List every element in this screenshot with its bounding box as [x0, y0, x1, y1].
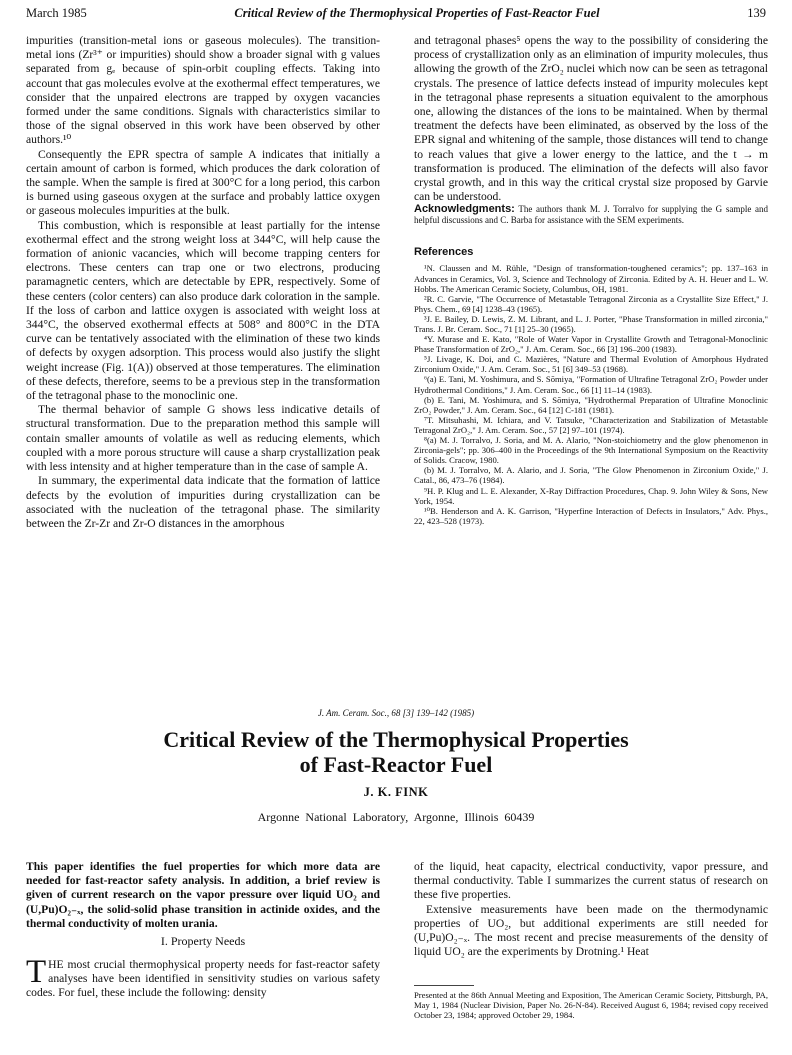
- acknowledgments: [414, 204, 768, 225]
- paragraph: impurities (transition-metal ions or gaseous molecules). The transition-metal ions (Zr³⁺ or impurities) should show a broader signal with g values separated from gₑ because of spin-orbit coupling effects. Taking into account that gas molecules evolve at the exothermal effect temperatures, we consider that the unpaired electrons are trapped by oxygen vacancies formed under the same conditions. Signals with characteristics similar to those of the signal observed in this work have been observed by other authors.¹⁰: [26, 34, 380, 147]
- paragraph: Consequently the EPR spectra of sample A indicates that initially a certain amount of carbon is formed, which produces the dark coloration of the sample. When the sample is fired at 300°C for a long period, this carbon is burned using gaseous oxygen at the surface and probably lattice oxygen or gaseous molecules impurities at the bulk.: [26, 147, 380, 218]
- footnote-divider: [414, 985, 474, 986]
- references-heading: References: [414, 246, 474, 259]
- reference-item: ¹N. Claussen and M. Rühle, "Design of transformation-toughened ceramics"; pp. 137–163 in Advances in Ceramics, Vol. 3, Science and Technology of Zirconia. Edited by A. H. Heuer and L. W. Hobbs. The American Ceramic Society, Columbus, OH, 1981.: [414, 263, 768, 294]
- article-title-line2: of Fast-Reactor Fuel: [299, 752, 493, 777]
- paragraph: and tetragonal phases⁵ opens the way to the possibility of considering the process of crystallization only as an elimination of impurity molecules, thus allowing the growth of the ZrO₂ nuclei which now can be seen as tetragonal crystals. The presence of lattice defects instead of impurity molecules kept in the tetragonal phase represents a situation equivalent to the amorphous one, allowing the distances of the ions to be maintained. When by thermal treatment the defects have been eliminated, as observed by the loss of the EPR signal and whitening of the sample, those distances will tend to change to reach values that give a lower energy to the lattice, and the t → m transformation is produced. The elimination of the defects will also favor crystal growth, and in this way the critical crystal size proposed by Garvie can be understood.: [414, 34, 768, 204]
- paragraph: In summary, the experimental data indicate that the formation of lattice defects by the evolution of impurities during crystallization can be associated with the nucleation of the tetragonal phase. The similarity between the Zr-Zr and Zr-O distances in the amorphous: [26, 474, 380, 530]
- article-abstract: This paper identifies the fuel properties for which more data are needed for fast-reactor safety analysis. In addition, a brief review is given of current research on the vapor pressure over liquid UO₂ and (U,Pu)O₂₋ₓ, the solid-solid phase transition in actinide oxides, and the thermal conductivity of molten urania.: [26, 860, 380, 930]
- reference-item: ⁶(a) E. Tani, M. Yoshimura, and S. Sōmiya, "Formation of Ultrafine Tetragonal ZrO₂ Powder under Hydrothermal Conditions," J. Am. Ceram. Soc., 66 [1] 11–14 (1983).: [414, 374, 768, 395]
- acknowledgments-heading: Acknowledgments:: [414, 203, 515, 216]
- reference-item: ⁸(a) M. J. Torralvo, J. Soria, and M. A. Alario, "Non-stoichiometry and the glow phenomenon in Zirconia-gels"; pp. 306–400 in the Proceedings of the 9th International Symposium on the Reactivity of Solids. Cracow, 1980.: [414, 435, 768, 466]
- article-body-right: [414, 860, 768, 959]
- header-running-title: Critical Review of the Thermophysical Properties of Fast-Reactor Fuel: [234, 6, 600, 20]
- article-footnote: Presented at the 86th Annual Meeting and Exposition, The American Ceramic Society, Pittsburgh, PA, May 1, 1984 (Nuclear Division, Paper No. 26-N-84). Received August 6, 1984; revised copy received October 23, 1984; approved October 29, 1984.: [414, 990, 768, 1021]
- article-affiliation: Argonne National Laboratory, Argonne, Illinois 60439: [257, 810, 535, 824]
- reference-item: ³J. E. Bailey, D. Lewis, Z. M. Librant, and L. J. Porter, "Phase Transformation in milled zirconia," Trans. J. Br. Ceram. Soc., 71 [1] 25–30 (1965).: [414, 313, 768, 335]
- article-citation: J. Am. Ceram. Soc., 68 [3] 139–142 (1985): [317, 708, 475, 718]
- section-heading: I. Property Needs: [160, 934, 246, 948]
- paragraph: The thermal behavior of sample G shows less indicative details of structural transformation. Due to the preparation method this sample will contain smaller amounts of volatile as well as reducing elements, which coupled with a more porous structure will cause a sharp crystallization peak with less intensity and at higher temperature than in the case of sample A.: [26, 403, 380, 474]
- header-page-number: 139: [747, 6, 766, 20]
- acknowledgments-text: The authors thank M. J. Torralvo for supplying the G sample and helpful discussions and C. Barba for assistance with the SEM experiments.: [414, 204, 768, 225]
- paragraph: of the liquid, heat capacity, electrical conductivity, vapor pressure, and thermal conductivity. Table I summarizes the current status of research on these five properties.: [414, 860, 768, 902]
- reference-item: (b) M. J. Torralvo, M. A. Alario, and J. Soria, "The Glow Phenomenon in Zirconium Oxide," J. Catal., 86, 473–76 (1984).: [414, 465, 768, 486]
- article-title: [0, 727, 792, 777]
- reference-item: ⁹H. P. Klug and L. E. Alexander, X-Ray Diffraction Procedures, Chap. 9. John Wiley & Sons, New York, 1954.: [414, 485, 768, 506]
- article-body-left: [26, 954, 380, 1001]
- reference-item: ¹⁰B. Henderson and A. K. Garrison, "Hyperfine Interaction of Defects in Insulators," Adv. Phys., 22, 423–528 (1973).: [414, 505, 768, 526]
- page-header: [26, 6, 766, 26]
- reference-item: ⁷T. Mitsuhashi, M. Ichiara, and V. Tatsuke, "Characterization and Stabilization of Metastable Tetragonal ZrO₂," J. Am. Ceram. Soc., 57 [2] 97–101 (1974).: [414, 414, 768, 435]
- reference-item: ⁴Y. Murase and E. Kato, "Role of Water Vapor in Crystallite Growth and Tetragonal-Monoclinic Phase Transformation of ZrO₂," J. Am. Ceram. Soc., 66 [3] 196–200 (1983).: [414, 334, 768, 355]
- first-word: HE: [48, 958, 64, 971]
- reference-item: ²R. C. Garvie, "The Occurrence of Metastable Tetragonal Zirconia as a Crystallite Size Effect," J. Phys. Chem., 69 [4] 1238–43 (1965).: [414, 293, 768, 314]
- article-title-line1: Critical Review of the Thermophysical Properties: [163, 727, 629, 752]
- reference-item: ⁵J. Livage, K. Doi, and C. Mazières, "Nature and Thermal Evolution of Amorphous Hydrated Zirconium Oxide," J. Am. Ceram. Soc., 51 [6] 349–53 (1968).: [414, 354, 768, 375]
- reference-item: (b) E. Tani, M. Yoshimura, and S. Sōmiya, "Hydrothermal Preparation of Ultrafine Monoclinic ZrO₂ Powder," J. Am. Ceram. Soc., 64 [12] C-181 (1981).: [414, 394, 768, 415]
- paragraph: Extensive measurements have been made on the thermodynamic properties of UO₂, but additional experiments are still needed for (U,Pu)O₂₋ₓ. The most recent and precise measurements of the density of liquid UO₂ are the experiments by Drotning.¹ Heat: [414, 902, 768, 959]
- references-list: [414, 263, 768, 525]
- right-column: [414, 34, 768, 526]
- body-text: most crucial thermophysical property needs for fast-reactor safety analyses have been identified in sensitivity studies on various safety codes. For fuel, these include the following: density: [26, 958, 380, 1000]
- article-author: J. K. FINK: [363, 785, 429, 799]
- header-date: March 1985: [26, 6, 87, 20]
- drop-cap: T: [26, 954, 47, 990]
- left-column: [26, 34, 380, 531]
- paragraph: This combustion, which is responsible at least partially for the intense exothermal effect and the strong weight loss at 344°C, will help cause the formation of anionic vacancies, which will become trapping centers for electrons. These centers can trap one or two electrons, producing paramagnetic centers, which are detectable by EPR, respectively. Some of these centers (color centers) can also produce dark coloration in the sample. If the loss of carbon and lattice oxygen is associated with weight loss at 344°C, the observed exothermal effects at 508° and 800°C in the DTA curve can be tentatively associated with the elimination of these two kinds of defects by oxygen adsorption. This process would also justify the slight weight increase (Fig. 1(A)) observed at those temperatures. The elimination of these defects, therefore, seems to be a previous step in the transformation of the tetragonal phase to the monoclinic one.: [26, 218, 380, 403]
